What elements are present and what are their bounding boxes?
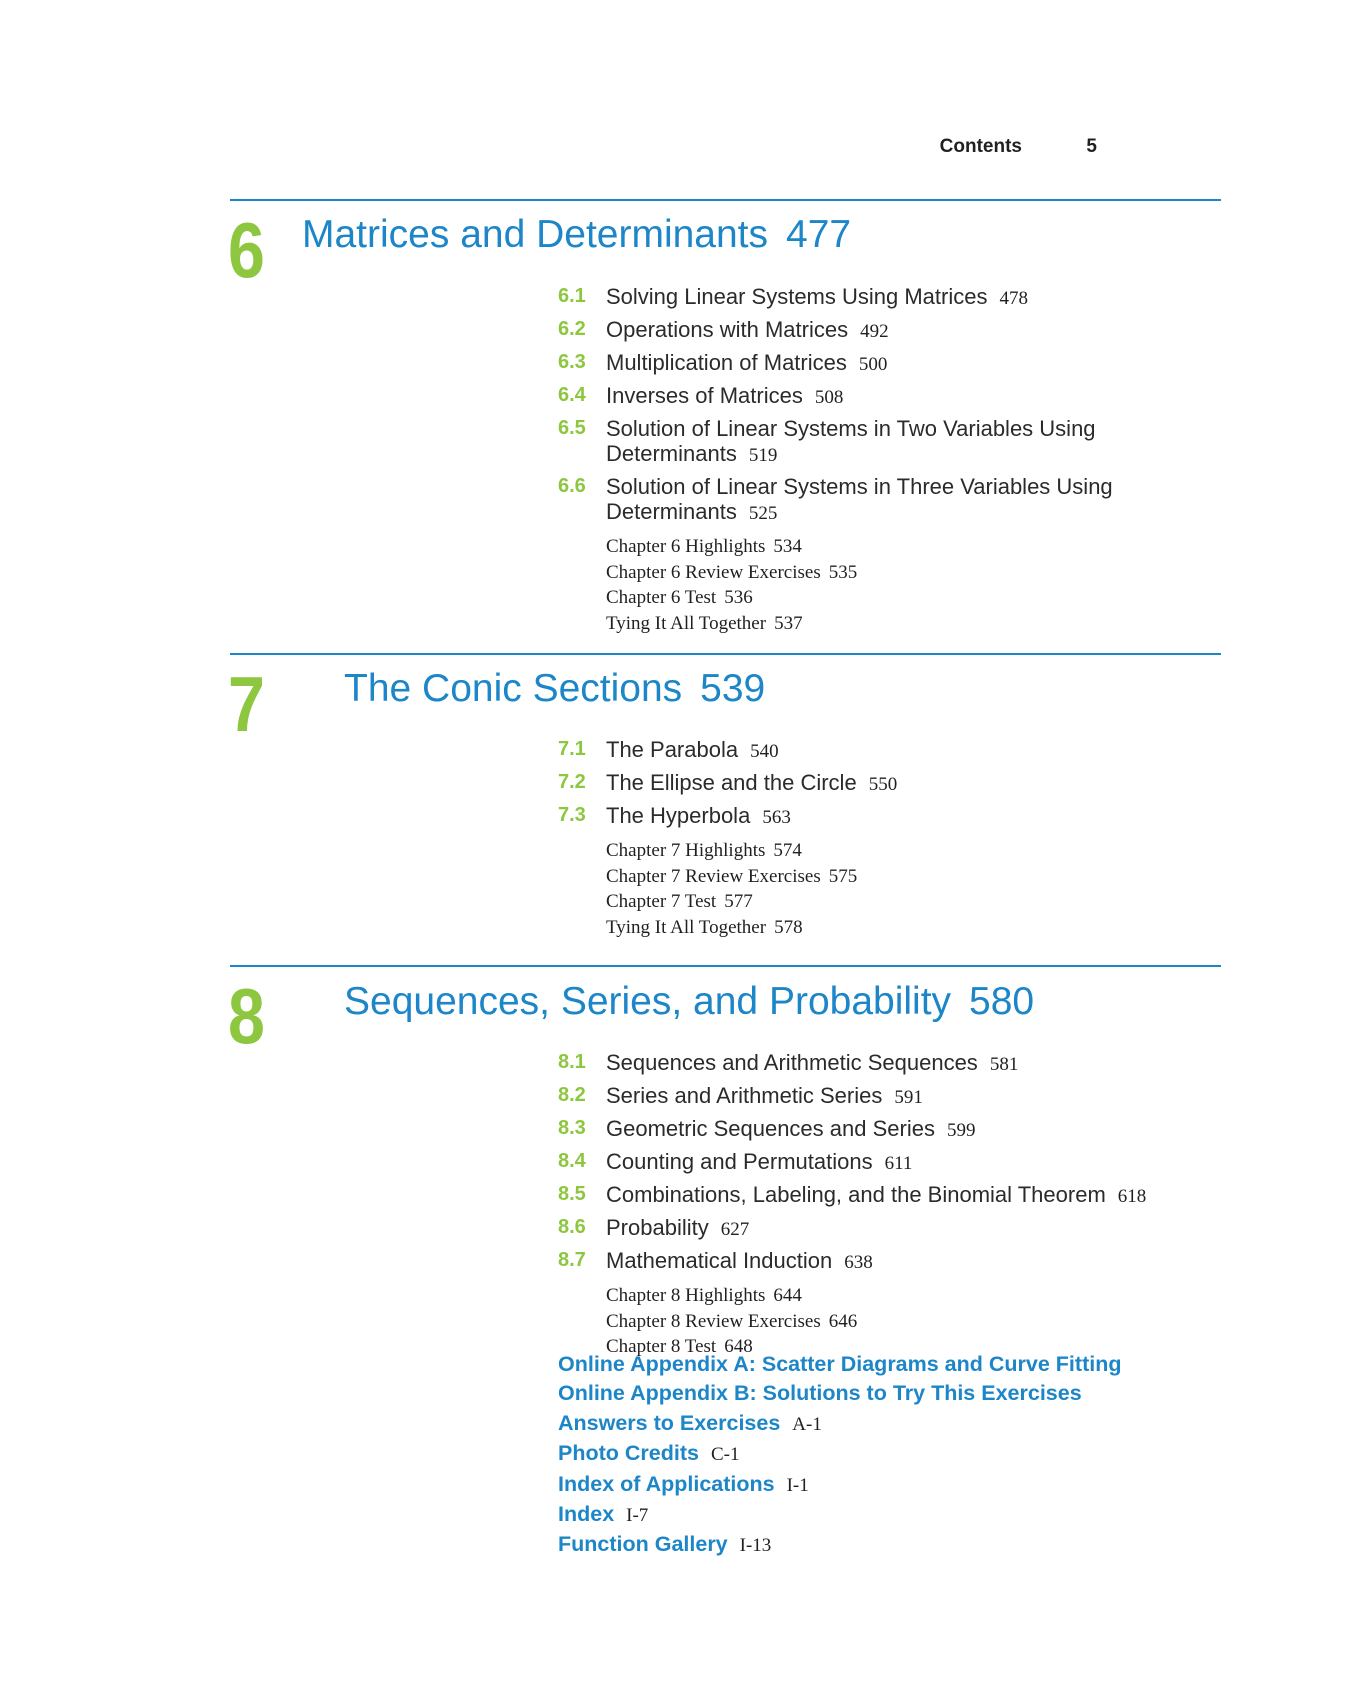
chapter-page: 580: [969, 980, 1035, 1023]
chapter-number: 7: [228, 660, 265, 748]
extra-title: Tying It All Together: [606, 612, 767, 634]
section-item[interactable]: [558, 284, 1198, 311]
chapter-divider: [230, 653, 1221, 655]
extra-title: Chapter 6 Highlights: [606, 536, 766, 557]
section-page: 563: [762, 807, 791, 828]
extra-page: 577: [724, 891, 753, 912]
section-number: 8.7: [558, 1249, 586, 1271]
section-item[interactable]: [558, 317, 1198, 344]
section-number: 6.1: [558, 285, 586, 307]
section-page: 591: [894, 1087, 923, 1108]
section-page: 599: [946, 1120, 976, 1141]
section-item[interactable]: [558, 474, 1198, 526]
back-matter-page: I-7: [626, 1505, 649, 1527]
extra-page: 537: [774, 612, 803, 634]
chapter-title[interactable]: [302, 213, 851, 257]
section-page: 618: [1117, 1186, 1147, 1207]
chapter-title[interactable]: [344, 980, 1034, 1024]
back-matter-page: I-1: [786, 1474, 809, 1496]
section-title: Solution of Linear Systems in Three Variables Using Determinants: [606, 474, 1113, 524]
extra-title: Chapter 7 Test: [606, 891, 717, 912]
section-title: Counting and Permutations: [606, 1149, 873, 1174]
section-title: Mathematical Induction: [606, 1248, 833, 1273]
back-matter-title: Online Appendix A: Scatter Diagrams and Curve Fitting: [558, 1352, 1122, 1376]
extra-page: 578: [774, 916, 803, 938]
extra-item[interactable]: [606, 534, 1198, 560]
chapter-title-text: Matrices and Determinants: [302, 213, 769, 256]
extra-title: Chapter 8 Highlights: [606, 1285, 766, 1306]
section-page: 540: [750, 741, 779, 762]
section-number: 8.3: [558, 1117, 586, 1139]
running-head-label: Contents: [939, 136, 1022, 157]
section-title: Solution of Linear Systems in Two Variables Using Determinants: [606, 416, 1096, 466]
section-number: 7.1: [558, 738, 586, 760]
chapter-extras: [558, 838, 1198, 940]
extra-item[interactable]: [606, 1309, 1198, 1335]
back-matter-item[interactable]: [558, 1500, 1258, 1530]
section-title: Series and Arithmetic Series: [606, 1083, 883, 1108]
section-title: The Hyperbola: [606, 803, 751, 828]
extra-title: Tying It All Together: [606, 916, 767, 938]
extra-item[interactable]: [606, 585, 1198, 611]
section-title: Geometric Sequences and Series: [606, 1116, 935, 1141]
section-title: Probability: [606, 1215, 709, 1240]
section-item[interactable]: [558, 1248, 1198, 1275]
section-title: Multiplication of Matrices: [606, 350, 847, 375]
extra-page: 574: [773, 840, 802, 861]
page-number: 5: [1086, 136, 1097, 157]
chapter-number: 6: [228, 206, 265, 294]
extra-item[interactable]: [606, 915, 1198, 941]
section-title: Sequences and Arithmetic Sequences: [606, 1050, 978, 1075]
section-page: 492: [860, 321, 889, 342]
back-matter-page: A-1: [792, 1413, 822, 1435]
section-number: 6.6: [558, 475, 586, 497]
section-number: 8.5: [558, 1183, 586, 1205]
back-matter-title: Index of Applications: [558, 1471, 775, 1496]
chapter-page: 477: [786, 213, 852, 256]
extra-title: Chapter 8 Test: [606, 1336, 717, 1357]
section-title: The Parabola: [606, 737, 739, 762]
section-item[interactable]: [558, 803, 1198, 830]
extra-title: Chapter 8 Review Exercises: [606, 1310, 821, 1332]
back-matter-title: Answers to Exercises: [558, 1410, 781, 1435]
section-number: 7.3: [558, 804, 586, 826]
section-title: Operations with Matrices: [606, 317, 849, 342]
running-head: [0, 136, 1365, 160]
extra-title: Chapter 6 Test: [606, 587, 717, 608]
section-page: 581: [989, 1054, 1019, 1075]
extra-title: Chapter 6 Review Exercises: [606, 561, 821, 583]
back-matter-item[interactable]: [558, 1470, 1258, 1500]
section-item[interactable]: [558, 1182, 1198, 1209]
chapter-extras: [558, 534, 1198, 636]
extra-page: 534: [773, 536, 802, 557]
section-title: Combinations, Labeling, and the Binomial Theorem: [606, 1182, 1106, 1207]
extra-page: 644: [773, 1285, 802, 1306]
extra-item[interactable]: [606, 560, 1198, 586]
extra-item[interactable]: [606, 838, 1198, 864]
section-number: 6.2: [558, 318, 586, 340]
extra-item[interactable]: [606, 1283, 1198, 1309]
chapter-divider: [230, 965, 1221, 967]
section-item[interactable]: [558, 416, 1198, 468]
section-page: 519: [748, 445, 778, 466]
section-list: [558, 737, 1198, 940]
back-matter-page: C-1: [710, 1444, 740, 1466]
extra-page: 575: [828, 865, 858, 887]
back-matter-list: [558, 1350, 1258, 1561]
section-page: 627: [720, 1219, 750, 1240]
section-list: [558, 284, 1198, 636]
section-title: The Ellipse and the Circle: [606, 770, 857, 795]
extra-page: 535: [828, 561, 858, 583]
section-page: 611: [884, 1153, 913, 1174]
section-list: [558, 1050, 1198, 1360]
section-page: 525: [748, 503, 778, 524]
back-matter-title: Function Gallery: [558, 1532, 728, 1557]
back-matter-title: Online Appendix B: Solutions to Try This Exercises: [558, 1381, 1082, 1406]
section-item[interactable]: [558, 1116, 1198, 1143]
section-item[interactable]: [558, 1215, 1198, 1242]
section-item[interactable]: [558, 737, 1198, 764]
extra-page: 648: [724, 1336, 753, 1357]
section-title: Solving Linear Systems Using Matrices: [606, 284, 988, 309]
section-item[interactable]: [558, 1050, 1198, 1077]
section-page: 550: [868, 774, 898, 795]
section-page: 508: [814, 387, 844, 408]
section-page: 478: [999, 288, 1028, 309]
section-number: 7.2: [558, 771, 586, 793]
section-number: 6.4: [558, 384, 586, 406]
section-item[interactable]: [558, 1149, 1198, 1176]
chapter-title[interactable]: [344, 667, 765, 711]
back-matter-item[interactable]: [558, 1409, 1258, 1439]
back-matter-item[interactable]: [558, 1530, 1258, 1560]
back-matter-title: Photo Credits: [558, 1441, 699, 1466]
section-item[interactable]: [558, 770, 1198, 797]
chapter-title-text: Sequences, Series, and Probability: [344, 980, 952, 1023]
section-number: 8.2: [558, 1084, 586, 1106]
back-matter-item[interactable]: [558, 1350, 1258, 1379]
back-matter-title: Index: [558, 1502, 615, 1527]
extra-item[interactable]: [606, 611, 1198, 637]
section-number: 6.5: [558, 417, 586, 439]
extra-title: Chapter 7 Highlights: [606, 840, 766, 861]
extra-page: 646: [828, 1310, 858, 1332]
section-item[interactable]: [558, 350, 1198, 377]
chapter-number: 8: [228, 972, 265, 1060]
back-matter-page: I-13: [739, 1535, 772, 1557]
section-number: 6.3: [558, 351, 586, 373]
section-number: 8.1: [558, 1051, 586, 1073]
back-matter-item[interactable]: [558, 1379, 1258, 1408]
section-number: 8.6: [558, 1216, 586, 1238]
chapter-title-text: The Conic Sections: [344, 667, 683, 710]
section-page: 500: [858, 354, 888, 375]
back-matter-item[interactable]: [558, 1439, 1258, 1469]
section-title: Inverses of Matrices: [606, 383, 803, 408]
section-number: 8.4: [558, 1150, 586, 1172]
chapter-extras: [558, 1283, 1198, 1360]
extra-page: 536: [724, 587, 753, 608]
extra-item[interactable]: [606, 889, 1198, 915]
chapter-page: 539: [700, 667, 766, 710]
section-page: 638: [844, 1252, 873, 1273]
extra-title: Chapter 7 Review Exercises: [606, 865, 821, 887]
chapter-divider: [230, 199, 1221, 201]
section-item[interactable]: [558, 383, 1198, 410]
section-item[interactable]: [558, 1083, 1198, 1110]
extra-item[interactable]: [606, 864, 1198, 890]
